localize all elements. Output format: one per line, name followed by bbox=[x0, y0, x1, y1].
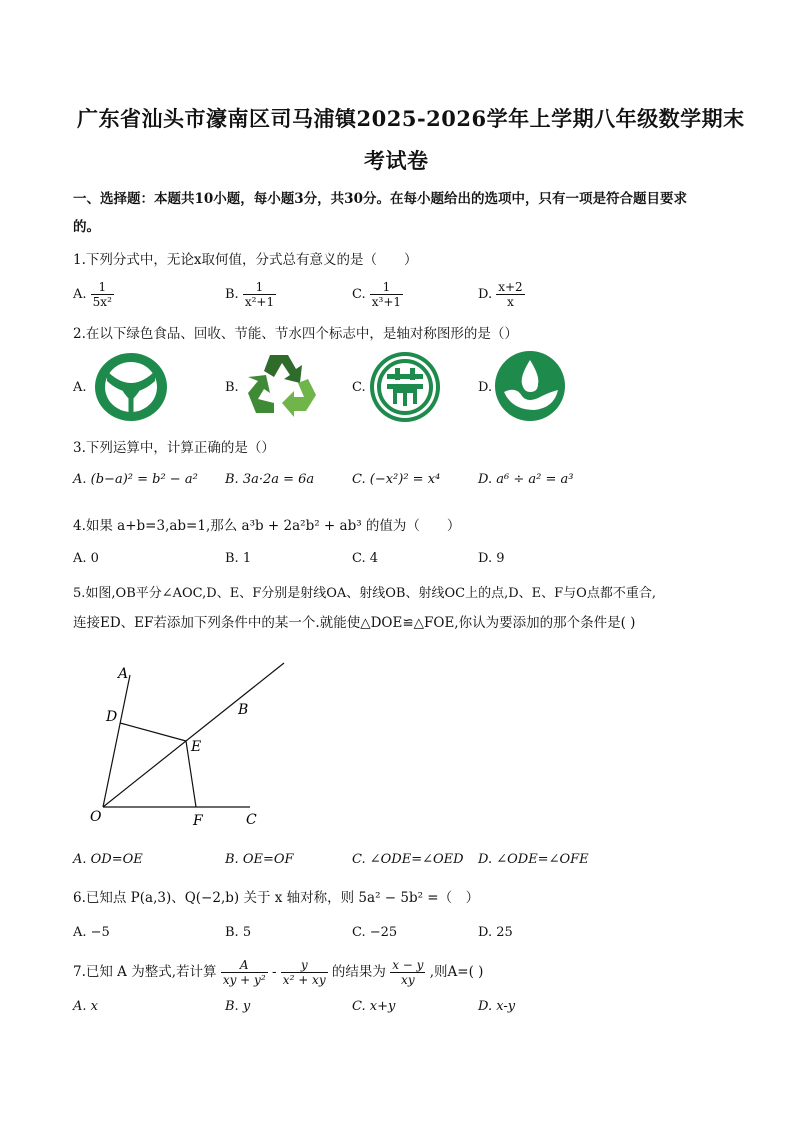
question-1-option-d bbox=[478, 280, 525, 309]
question-3-option-d: D. a⁶ ÷ a² = a³ bbox=[478, 472, 574, 487]
ray-ob bbox=[103, 663, 284, 807]
question-4-option-c: C. 4 bbox=[352, 551, 379, 566]
fraction-denominator: 5x² bbox=[92, 295, 112, 309]
fraction-denominator: x²+1 bbox=[244, 295, 275, 309]
label-b: B bbox=[238, 702, 249, 718]
stem-text: 7.已知 A 为整式,若计算 bbox=[73, 964, 217, 980]
question-4-option-d: D. 9 bbox=[478, 551, 505, 566]
green-food-logo-icon bbox=[93, 351, 169, 423]
question-5-stem-line2: 连接ED、EF若添加下列条件中的某一个.就能使△DOE≌△FOE,你认为要添加的那个条件是( ) bbox=[73, 615, 636, 631]
fraction-numerator: x+2 bbox=[498, 280, 523, 294]
question-7-option-c: C. x+y bbox=[352, 999, 396, 1014]
option-label: B. bbox=[225, 287, 239, 302]
fraction-numerator: 1 bbox=[255, 280, 264, 294]
question-1-option-c bbox=[352, 280, 403, 309]
question-6-option-b: B. 5 bbox=[225, 925, 252, 940]
section-header-line2: 的。 bbox=[73, 219, 100, 235]
question-5-option-c: C. ∠ODE=∠OED bbox=[352, 852, 464, 867]
fraction-denominator: xy bbox=[390, 972, 425, 987]
question-6-stem: 6.已知点 P(a,3)、Q(−2,b) 关于 x 轴对称，则 5a² − 5b² =（ ） bbox=[73, 890, 480, 906]
document-title-line1: 广东省汕头市濠南区司马浦镇2025-2026学年上学期八年级数学期末 bbox=[77, 106, 745, 131]
water-drop-icon bbox=[494, 350, 566, 422]
question-3-stem: 3.下列运算中，计算正确的是（） bbox=[73, 440, 275, 456]
fraction-denominator: x² + xy bbox=[282, 973, 326, 987]
question-5-option-a: A. OD=OE bbox=[73, 852, 143, 867]
question-4-stem: 4.如果 a+b=3,ab=1,那么 a³b + 2a²b² + ab³ 的值为（ ） bbox=[73, 518, 461, 534]
question-2-label-b: B. bbox=[225, 380, 239, 395]
ray-oa bbox=[103, 675, 130, 807]
question-6-option-c: C. −25 bbox=[352, 925, 398, 940]
question-7-option-d: D. x-y bbox=[478, 999, 516, 1014]
question-2-stem: 2.在以下绿色食品、回收、节能、节水四个标志中，是轴对称图形的是（） bbox=[73, 326, 518, 342]
section-header-line1: 一、选择题：本题共10小题，每小题3分，共30分。在每小题给出的选项中，只有一项是符合题目要求 bbox=[73, 191, 687, 207]
fraction-denominator: xy + y² bbox=[222, 973, 266, 987]
label-d: D bbox=[106, 709, 118, 725]
fraction-denominator: x bbox=[496, 294, 524, 309]
energy-saving-icon bbox=[368, 350, 442, 424]
document-title-line2: 考试卷 bbox=[364, 148, 429, 173]
question-5-option-d: D. ∠ODE=∠OFE bbox=[478, 852, 589, 867]
question-3-option-a: A. (b−a)² = b² − a² bbox=[73, 472, 198, 487]
label-o: O bbox=[90, 809, 102, 825]
question-1-option-a bbox=[73, 280, 114, 309]
question-1-stem: 1.下列分式中，无论x取何值，分式总有意义的是（ ） bbox=[73, 252, 418, 268]
stem-text: ,则A=( ) bbox=[429, 964, 484, 980]
label-f: F bbox=[193, 813, 203, 829]
recycle-icon bbox=[244, 351, 318, 421]
option-label: A. bbox=[73, 287, 87, 302]
question-3-option-c: C. (−x²)² = x⁴ bbox=[352, 472, 441, 487]
question-7-option-a: A. x bbox=[73, 999, 98, 1014]
question-1-option-b bbox=[225, 280, 276, 309]
question-7-option-b: B. y bbox=[225, 999, 251, 1014]
fraction-numerator: 1 bbox=[382, 280, 391, 294]
question-4-option-a: A. 0 bbox=[73, 551, 99, 566]
fraction-numerator: y bbox=[300, 958, 308, 972]
minus-sign: - bbox=[271, 964, 277, 980]
question-6-option-a: A. −5 bbox=[73, 925, 110, 940]
fraction-numerator: 1 bbox=[98, 280, 107, 294]
geometry-figure bbox=[80, 655, 300, 835]
question-3-option-b: B. 3a·2a = 6a bbox=[225, 472, 315, 487]
stem-text: 的结果为 bbox=[331, 964, 386, 980]
fraction-denominator: x³+1 bbox=[371, 295, 402, 309]
question-2-label-c: C. bbox=[352, 380, 366, 395]
question-6-option-d: D. 25 bbox=[478, 925, 513, 940]
option-label: C. bbox=[352, 287, 366, 302]
option-label: D. bbox=[478, 287, 493, 302]
question-2-label-a: A. bbox=[73, 380, 87, 395]
question-2-label-d: D. bbox=[478, 380, 493, 395]
question-4-option-b: B. 1 bbox=[225, 551, 252, 566]
fraction-numerator: A bbox=[239, 958, 249, 972]
label-a: A bbox=[118, 666, 129, 682]
fraction-numerator: x − y bbox=[392, 958, 424, 972]
question-5-stem-line1: 5.如图,OB平分∠AOC,D、E、F分别是射线OA、射线OB、射线OC上的点,D、E、F与O点都不重合, bbox=[73, 586, 656, 601]
question-5-option-b: B. OE=OF bbox=[225, 852, 294, 867]
question-7-stem bbox=[73, 958, 483, 987]
segment-de bbox=[120, 723, 186, 741]
label-e: E bbox=[191, 739, 202, 755]
label-c: C bbox=[246, 812, 257, 828]
